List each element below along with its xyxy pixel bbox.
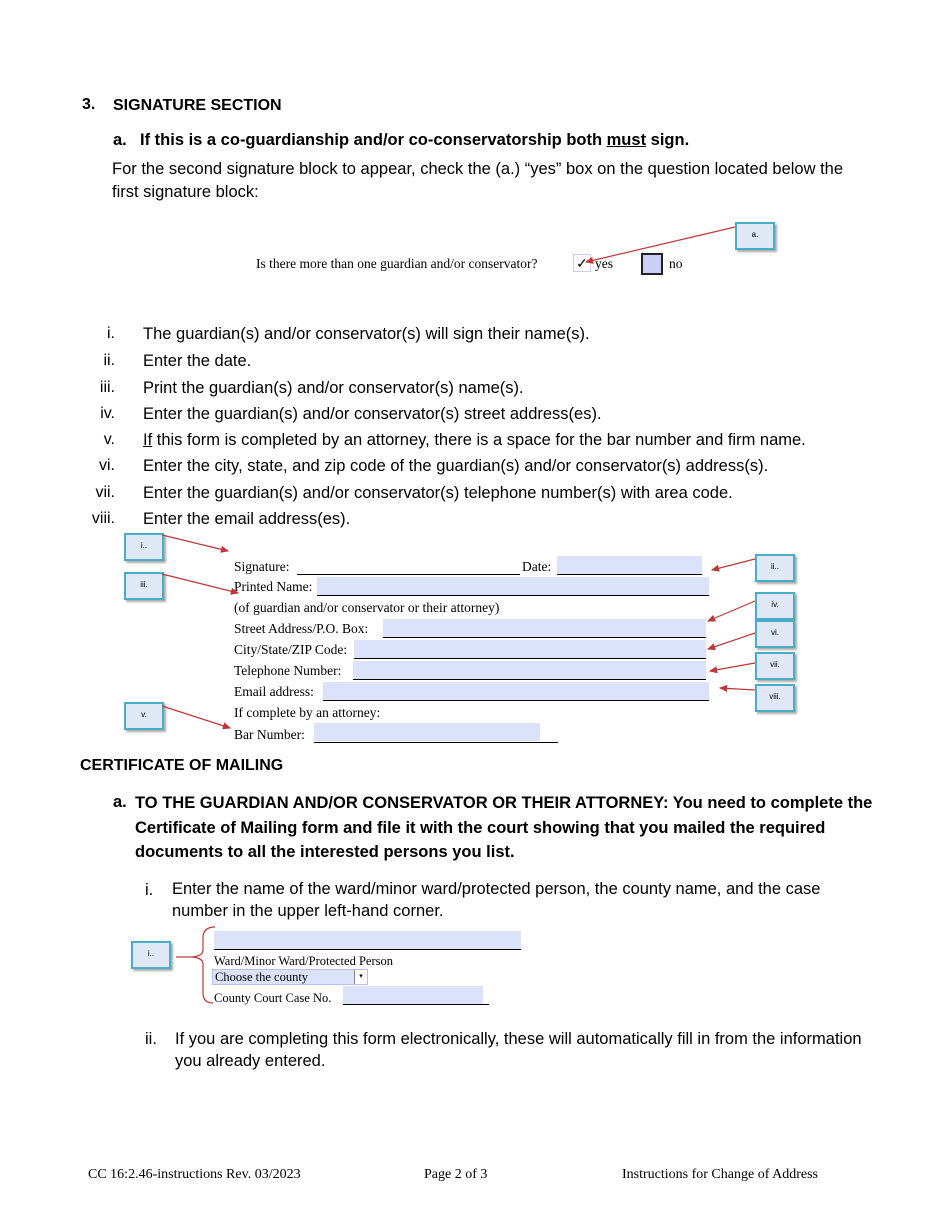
callout-iii: iii.	[124, 572, 164, 600]
step-text: The guardian(s) and/or conservator(s) will sign their name(s).	[143, 325, 590, 343]
case-number-label: County Court Case No.	[214, 991, 332, 1005]
certificate-title: CERTIFICATE OF MAILING	[80, 757, 284, 774]
callout-viii: viii.	[755, 684, 795, 712]
bar-number-label: Bar Number:	[234, 727, 305, 742]
phone-label: Telephone Number:	[234, 663, 342, 678]
arrow-vii	[710, 663, 755, 671]
signature-label: Signature:	[234, 559, 290, 574]
certificate-i-num: i.	[145, 881, 154, 899]
arrow-ii	[712, 559, 755, 570]
callout-iv: iv.	[755, 592, 795, 620]
item-a-heading-em: must	[606, 131, 647, 149]
step-text-em: If	[143, 431, 153, 449]
of-guardian-note: (of guardian and/or conservator or their attorney)	[234, 600, 500, 615]
step-num: iv.	[100, 405, 115, 422]
step-num: iii.	[99, 379, 115, 396]
callout-i: i..	[124, 533, 164, 561]
case-number-field[interactable]	[343, 986, 483, 1004]
callout-a: a.	[735, 222, 775, 250]
footer-page-number: Page 2 of 3	[424, 1167, 488, 1182]
footer-document-title: Instructions for Change of Address	[622, 1167, 818, 1182]
item-a-heading-post: sign.	[646, 131, 690, 149]
callout-v: v.	[124, 702, 164, 730]
certificate-ii-num: ii.	[145, 1030, 157, 1048]
printed-name-label: Printed Name:	[234, 579, 313, 594]
step-num: v.	[103, 431, 115, 448]
callout-ii: ii..	[755, 554, 795, 582]
county-select[interactable]	[212, 969, 368, 985]
arrow-i	[162, 535, 228, 551]
item-a-label: a.	[113, 131, 127, 149]
step-text: Enter the city, state, and zip code of the guardian(s) and/or conservator(s) address(s).	[143, 457, 769, 475]
footer-form-id: CC 16:2.46-instructions Rev. 03/2023	[88, 1167, 301, 1182]
city-label: City/State/ZIP Code:	[234, 642, 348, 657]
step-num: viii.	[91, 510, 115, 527]
step-text: Enter the guardian(s) and/or conservator(s) street address(es).	[143, 405, 602, 423]
callout-vii: vii.	[755, 652, 795, 680]
section-number: 3.	[82, 96, 96, 113]
step-num: vii.	[95, 484, 115, 501]
ward-label: Ward/Minor Ward/Protected Person	[214, 954, 393, 968]
question-text: Is there more than one guardian and/or conservator?	[256, 256, 538, 271]
yes-label: yes	[595, 256, 613, 271]
ward-name-field[interactable]	[214, 931, 521, 950]
arrow-vi	[708, 633, 755, 649]
step-text: Enter the email address(es).	[143, 510, 351, 528]
date-label: Date:	[522, 559, 552, 574]
certificate-a-text: TO THE GUARDIAN AND/OR CONSERVATOR OR THEIR ATTORNEY: You need to complete the Certificate of Mailing form and file it with the court showing that you mailed the required documents to all the interested persons you list.	[135, 794, 873, 861]
brace-i	[176, 927, 215, 1003]
arrow-a	[586, 227, 735, 262]
item-a-body: For the second signature block to appear, check the (a.) “yes” box on the question located below the first signature block:	[112, 160, 844, 201]
arrow-iv	[708, 601, 755, 621]
arrow-iii	[162, 574, 238, 593]
arrow-viii	[720, 688, 755, 690]
step-text: Enter the guardian(s) and/or conservator(s) telephone number(s) with area code.	[143, 484, 733, 502]
certificate-a-label: a.	[113, 793, 127, 811]
no-label: no	[669, 256, 683, 271]
county-select-value: Choose the county	[215, 970, 309, 984]
step-num: i.	[107, 325, 115, 342]
street-label: Street Address/P.O. Box:	[234, 621, 369, 636]
chevron-down-icon[interactable]: ▾	[354, 970, 367, 984]
case-number-underline	[343, 1003, 489, 1005]
arrow-v	[162, 706, 230, 728]
callout-certificate-i: i..	[131, 941, 171, 969]
callout-vi: vi.	[755, 620, 795, 648]
step-num: vi.	[99, 457, 115, 474]
step-num: ii.	[103, 352, 115, 369]
step-text: Enter the date.	[143, 352, 252, 370]
certificate-i-text: Enter the name of the ward/minor ward/protected person, the county name, and the case number in the upper left-hand corner.	[172, 880, 821, 920]
if-attorney-note: If complete by an attorney:	[234, 705, 381, 720]
item-a-heading-pre: If this is a co-guardianship and/or co-conservatorship both	[140, 131, 607, 149]
check-mark-icon: ✓	[576, 255, 588, 271]
step-text: Print the guardian(s) and/or conservator(s) name(s).	[143, 379, 524, 397]
email-label: Email address:	[234, 684, 314, 699]
section-title: SIGNATURE SECTION	[113, 97, 282, 114]
step-text-rest: this form is completed by an attorney, there is a space for the bar number and firm name.	[152, 431, 806, 449]
certificate-ii-text: If you are completing this form electronically, these will automatically fill in from the information you already entered.	[175, 1030, 862, 1070]
